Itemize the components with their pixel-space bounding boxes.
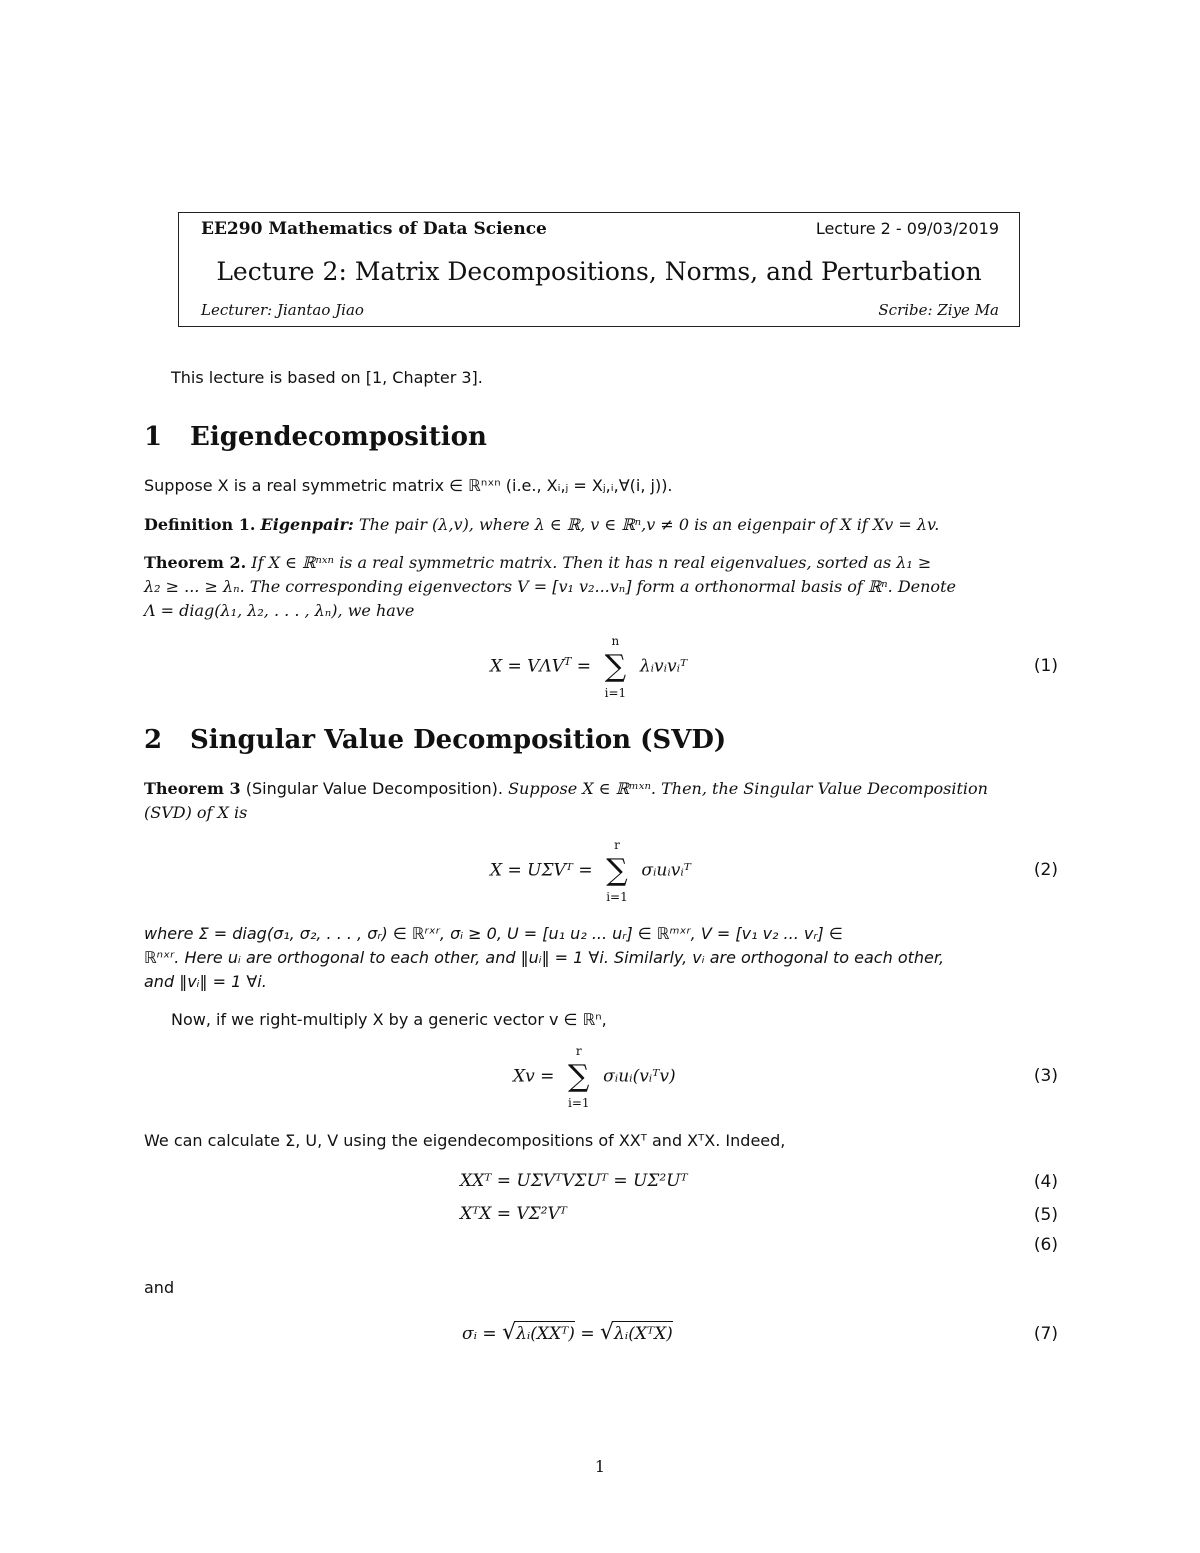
course-title: EE290 Mathematics of Data Science (201, 219, 547, 239)
sum-lower: i=1 (604, 686, 627, 700)
sum-lower: i=1 (568, 1096, 590, 1110)
sqrt-argument: λᵢ(XXᵀ) (516, 1321, 575, 1344)
equation-number: (1) (1033, 656, 1058, 676)
eq-rhs: σᵢuᵢvᵢᵀ (641, 860, 691, 881)
section-title: Eigendecomposition (190, 422, 487, 452)
section-heading-1 (144, 422, 487, 452)
equation-1 (490, 634, 688, 700)
sum-upper: r (575, 1044, 582, 1058)
where-paragraph (144, 922, 1058, 994)
eq-equals: = (580, 1324, 600, 1344)
eq-rhs: λᵢvᵢvᵢᵀ (639, 656, 688, 677)
theorem-3 (144, 777, 1058, 825)
equation-2 (490, 838, 691, 904)
eq-lhs: Xv = (513, 1066, 560, 1087)
summation-symbol: n ∑ i=1 (600, 652, 630, 682)
sum-upper: n (611, 634, 620, 648)
eq-rhs: σᵢuᵢ(vᵢᵀv) (603, 1066, 676, 1087)
equation-number: (2) (1033, 860, 1058, 880)
equation-5: XᵀX = VΣ²Vᵀ (460, 1204, 567, 1224)
scribe-name: Scribe: Ziye Ma (878, 301, 999, 319)
equation-number: (4) (1033, 1172, 1058, 1192)
now-text: Now, if we right-multiply X by a generic vector v ∈ ℝⁿ, (171, 1010, 607, 1029)
theorem-line: λ₂ ≥ ... ≥ λₙ. The corresponding eigenvectors V = [v₁ v₂...vₙ] form a orthonormal basis of ℝⁿ. Denote (144, 577, 956, 596)
suppose-text: Suppose X is a real symmetric matrix ∈ ℝⁿˣⁿ (i.e., Xᵢ,ⱼ = Xⱼ,ᵢ,∀(i, j)). (144, 476, 673, 495)
lecture-title: Lecture 2: Matrix Decompositions, Norms, and Perturbation (216, 257, 982, 286)
theorem-label: Theorem 2. (144, 553, 247, 572)
eq-lhs: X = VΛV (490, 656, 564, 677)
definition-1 (144, 513, 939, 537)
page-number: 1 (594, 1457, 606, 1476)
theorem-name: (Singular Value Decomposition). (245, 779, 503, 798)
theorem-line: Λ = diag(λ₁, λ₂, . . . , λₙ), we have (144, 601, 415, 620)
intro-text: This lecture is based on [1, Chapter 3]. (171, 368, 483, 387)
section-title: Singular Value Decomposition (SVD) (190, 725, 727, 755)
lecturer-name: Lecturer: Jiantao Jiao (201, 301, 364, 319)
summation-symbol: r ∑ i=1 (564, 1062, 594, 1092)
sum-upper: r (614, 838, 620, 852)
equation-number: (3) (1033, 1066, 1058, 1086)
section-heading-2 (144, 725, 726, 755)
theorem-line: (SVD) of X is (144, 803, 248, 822)
equation-4: XXᵀ = UΣVᵀVΣUᵀ = UΣ²Uᵀ (460, 1171, 688, 1191)
eq-equals: = (571, 656, 597, 677)
equation-7 (462, 1320, 673, 1345)
theorem-line: If X ∈ ℝⁿˣⁿ is a real symmetric matrix. Then it has n real eigenvalues, sorted as λ₁ ≥ (251, 553, 932, 572)
sqrt-icon: √ (502, 1320, 517, 1345)
calc-text: We can calculate Σ, U, V using the eigendecompositions of XXᵀ and XᵀX. Indeed, (144, 1131, 786, 1150)
eq-lhs: σᵢ = (462, 1324, 503, 1344)
where-line: and ‖vᵢ‖ = 1 ∀i. (144, 972, 267, 991)
lecture-date: Lecture 2 - 09/03/2019 (815, 219, 999, 238)
theorem-label: Theorem 3 (144, 779, 241, 798)
theorem-line: Suppose X ∈ ℝᵐˣⁿ. Then, the Singular Value Decomposition (508, 779, 988, 798)
sqrt-argument: λᵢ(XᵀX) (614, 1321, 673, 1344)
sqrt-icon: √ (599, 1320, 615, 1345)
summation-symbol: r ∑ i=1 (602, 856, 632, 886)
equation-number: (5) (1033, 1205, 1058, 1225)
definition-text: The pair (λ,v), where λ ∈ ℝ, v ∈ ℝⁿ,v ≠ 0 is an eigenpair of X if Xv = λv. (358, 515, 940, 534)
eq-sup: T (564, 654, 572, 668)
where-line: ℝⁿˣʳ. Here uᵢ are orthogonal to each other, and ‖uᵢ‖ = 1 ∀i. Similarly, vᵢ are orthogonal to each other, (144, 948, 945, 967)
definition-label: Definition 1. (144, 515, 256, 534)
and-text: and (144, 1278, 175, 1297)
equation-number: (6) (1033, 1235, 1058, 1255)
theorem-2 (144, 551, 1058, 623)
equation-3 (513, 1044, 676, 1110)
sum-lower: i=1 (606, 890, 628, 904)
where-line: where Σ = diag(σ₁, σ₂, . . . , σᵣ) ∈ ℝʳˣʳ, σᵢ ≥ 0, U = [u₁ u₂ ... uᵣ] ∈ ℝᵐˣʳ, V = [v₁ v₂ ... vᵣ] ∈ (144, 924, 843, 943)
section-number: 2 (144, 725, 163, 755)
section-number: 1 (144, 422, 163, 452)
lecture-header-box (178, 212, 1020, 327)
eq-lhs: X = UΣVᵀ = (490, 860, 598, 881)
definition-term: Eigenpair: (260, 515, 354, 534)
equation-number: (7) (1033, 1324, 1058, 1344)
